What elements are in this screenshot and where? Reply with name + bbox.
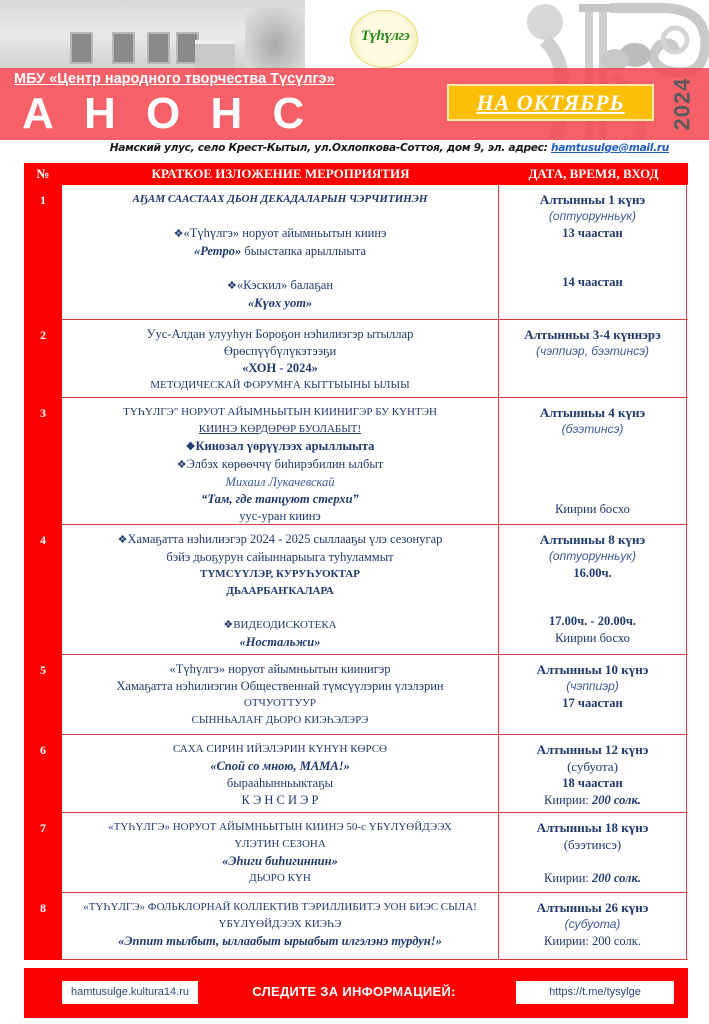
date-weekday: (оптуорунньук) xyxy=(548,209,637,223)
row-description xyxy=(62,320,499,397)
window-decor xyxy=(147,32,170,64)
organization-name: МБУ «Центр народного творчества Түсүлгэ» xyxy=(14,71,335,87)
header-description: КРАТКОЕ ИЗЛОЖЕНИЕ МЕРОПРИЯТИЯ xyxy=(151,166,410,181)
entry-label: Киирии: xyxy=(544,793,592,807)
row-date xyxy=(499,813,687,892)
row-description xyxy=(62,398,499,524)
table-row xyxy=(24,525,688,655)
desc-title: “Там, где танцуют стерхи” xyxy=(201,492,359,506)
table-row xyxy=(24,655,688,735)
telegram-link[interactable]: https://t.me/tysylge xyxy=(516,981,674,1004)
row-date xyxy=(499,320,687,397)
page-title: А Н О Н С xyxy=(22,89,314,138)
row-date xyxy=(499,185,687,319)
row-description xyxy=(62,655,499,734)
header-banner xyxy=(0,0,709,140)
desc-line: ДЬОРО КҮН xyxy=(249,872,311,884)
entry-price: 200 солк. xyxy=(592,871,641,885)
desc-line: уус-уран киинэ xyxy=(239,509,321,523)
date-entry xyxy=(499,792,686,809)
desc-line: ҮЛЭТИН СЕЗОНА xyxy=(234,838,326,850)
logo-lettering: Түһүлгэ xyxy=(360,28,410,44)
address-text: Намский улус, село Крест-Кытыл, ул.Охлопкова-Соттоя, дом 9, эл. адрес: xyxy=(109,142,551,154)
desc-line: К Э Н С И Э Р xyxy=(241,793,319,807)
row-date xyxy=(499,398,687,524)
date-day: Алтынньы 3-4 күннэрэ xyxy=(524,327,661,342)
date-time: 13 чаастан xyxy=(562,226,623,240)
website-link[interactable]: hamtusulge.kultura14.ru xyxy=(62,981,198,1004)
trees-decor xyxy=(245,8,305,70)
row-number: 6 xyxy=(24,735,62,813)
desc-line: ТҮМСҮҮЛЭР, КУРУҺУОКТАР xyxy=(200,568,360,580)
desc-title: «Ретро» xyxy=(193,244,242,258)
desc-line: СЫННЬАЛАҤ ДЬОРО КИЭҺЭЛЭРЭ xyxy=(191,714,369,726)
desc-line: Өрөспүүбүлүкэтээҕи xyxy=(223,344,337,358)
row-number: 1 xyxy=(24,185,62,320)
date-weekday: (оптуорунньук) xyxy=(548,549,637,563)
date-entry: Киирии босхо xyxy=(555,631,630,645)
row-number: 5 xyxy=(24,655,62,735)
row-date xyxy=(499,655,687,734)
tusulge-logo xyxy=(350,10,418,68)
desc-line: бырааһынньыктаҕы xyxy=(226,776,334,790)
desc-line: Хамаҕатта нэһилиэгин Общественнай түмсүүлэрин үлэлэрин xyxy=(116,679,444,693)
row-date xyxy=(499,735,687,812)
date-entry xyxy=(499,870,686,887)
date-entry: Киирии: 200 солк. xyxy=(544,934,641,948)
desc-line: Уус-Алдан улууһун Бороҕон нэһилиэгэр ытыллар xyxy=(146,327,414,341)
month-badge xyxy=(447,84,654,121)
row-number: 8 xyxy=(24,893,62,960)
building-photo xyxy=(0,0,305,70)
header-number: № xyxy=(36,166,50,181)
desc-line: ТҮҺҮЛГЭ" НОРУОТ АЙЫМНЬЫТЫН КИИНИГЭР БУ КҮНТЭН xyxy=(123,406,437,418)
table-row xyxy=(24,735,688,813)
date-entry: Киирии босхо xyxy=(555,502,630,516)
year-label: 2024 xyxy=(669,77,695,131)
entry-price: 200 солк. xyxy=(592,793,641,807)
date-time: 17 чаастан xyxy=(562,696,623,710)
year-label-wrap xyxy=(662,72,702,136)
events-table xyxy=(24,163,688,960)
table-header xyxy=(24,163,688,185)
desc-line: ❖ ВИДЕОДИСКОТЕКА xyxy=(62,617,498,634)
date-time: 16.00ч. xyxy=(573,566,612,580)
date-day: Алтынньы 26 күнэ xyxy=(536,900,649,915)
row-number: 4 xyxy=(24,525,62,655)
row-description xyxy=(62,893,499,959)
desc-line: «Түһүлгэ» норуот айымньытын киинигэр xyxy=(169,662,391,676)
email-link[interactable]: hamtusulge@mail.ru xyxy=(550,142,669,154)
desc-title: «Эппит тылбыт, ыллаабыт ырыабыт илгэлэнэ турдун!» xyxy=(118,934,442,948)
header-date: ДАТА, ВРЕМЯ, ВХОД xyxy=(528,166,659,181)
desc-line: ❖ «Түһүлгэ» норуот айымньытын киинэ xyxy=(62,225,498,243)
desc-line: бэйэ дьоҕурун сайыннарыыга туһуламмыт xyxy=(166,550,394,564)
row-description xyxy=(62,525,499,654)
desc-line xyxy=(62,243,498,260)
follow-label: СЛЕДИТЕ ЗА ИНФОРМАЦИЕЙ: xyxy=(252,984,456,999)
desc-line: ❖ Кинозал үөрүүлээх арыллыыта xyxy=(62,438,498,456)
date-weekday: (бээтинсэ) xyxy=(563,837,622,852)
date-day: Алтынньы 18 күнэ xyxy=(536,820,649,835)
desc-text: быыстапка арыллыыта xyxy=(241,244,366,258)
date-day: Алтынньы 4 күнэ xyxy=(539,405,646,420)
row-number: 7 xyxy=(24,813,62,893)
row-date xyxy=(499,525,687,654)
footer-bar xyxy=(24,968,688,1018)
desc-title: «Спой со мною, МАМА!» xyxy=(210,759,350,773)
date-day: Алтынньы 12 күнэ xyxy=(536,742,649,757)
window-decor xyxy=(70,32,93,64)
window-decor xyxy=(112,32,135,64)
row-number: 3 xyxy=(24,398,62,525)
date-weekday: (бээтинсэ) xyxy=(561,422,624,436)
date-time: 17.00ч. - 20.00ч. xyxy=(548,614,636,628)
address-line xyxy=(0,142,669,154)
desc-line: МЕТОДИЧЕСКАЙ ФОРУМҤА КЫТТЫЫНЫ ЫЛЫЫ xyxy=(150,379,410,391)
date-day: Алтынньы 8 күнэ xyxy=(539,532,646,547)
desc-line: ҮБҮЛҮӨЙДЭЭХ КИЭҺЭ xyxy=(218,918,342,930)
desc-title: «Эһиги биһигиннин» xyxy=(222,854,338,868)
date-weekday: (субуота) xyxy=(564,917,621,931)
table-row xyxy=(24,893,688,960)
desc-title: «Ностальжи» xyxy=(239,635,321,649)
month-label: НА ОКТЯБРЬ xyxy=(476,89,625,115)
row-description xyxy=(62,735,499,812)
date-time: 18 чаастан xyxy=(562,776,623,790)
row-date xyxy=(499,893,687,959)
desc-line: АҔАМ СААСТААХ ДЬОН ДЕКАДАЛАРЫН ЧЭРЧИТИНЭН xyxy=(132,193,428,205)
date-weekday: (чэппиэр) xyxy=(566,679,619,693)
table-row xyxy=(24,813,688,893)
date-weekday: (субуота) xyxy=(567,759,618,774)
desc-line: Михаил Лукачевскай xyxy=(225,475,335,489)
entry-label: Киирии: xyxy=(544,871,592,885)
desc-line: ОТЧУОТТУУР xyxy=(243,697,317,709)
desc-title: «ХОН - 2024» xyxy=(242,361,318,375)
date-day: Алтынньы 1 күнэ xyxy=(539,192,646,207)
table-row xyxy=(24,320,688,398)
desc-line: «ТҮҺҮЛГЭ» ФОЛЬКЛОРНАЙ КОЛЛЕКТИВ ТЭРИЛЛИБИТЭ УОН БИЭС СЫЛА! xyxy=(83,901,477,913)
row-description xyxy=(62,813,499,892)
desc-line: ❖ Элбэх көрөөччү биһирэбилин ылбыт xyxy=(62,456,498,474)
date-weekday: (чэппиэр, бээтинсэ) xyxy=(536,344,649,358)
desc-line: «ТҮҺҮЛГЭ» НОРУОТ АЙЫМНЬЫТЫН КИИНЭ 50-с ҮБҮЛҮӨЙДЭЭХ xyxy=(108,821,452,833)
table-row xyxy=(24,185,688,320)
desc-line: ДЬААРБАҤКАЛАРА xyxy=(226,585,334,597)
desc-line: ❖ «Кэскил» балаҕан xyxy=(62,277,498,295)
table-row xyxy=(24,398,688,525)
date-time: 14 чаастан xyxy=(562,275,623,289)
desc-title: «Күөх уот» xyxy=(247,296,313,310)
row-description xyxy=(62,185,499,319)
desc-line: САХА СИРИН ИЙЭЛЭРИН КҮНҮН КӨРСӨ xyxy=(172,743,388,755)
desc-line: ❖ Хамаҕатта нэһилиэгэр 2024 - 2025 сыллааҕы үлэ сезонугар xyxy=(62,531,498,549)
row-number: 2 xyxy=(24,320,62,398)
desc-line: КИИНЭ КӨРДӨРӨР БУОЛАБЫТ! xyxy=(198,423,362,435)
date-day: Алтынньы 10 күнэ xyxy=(536,662,649,677)
